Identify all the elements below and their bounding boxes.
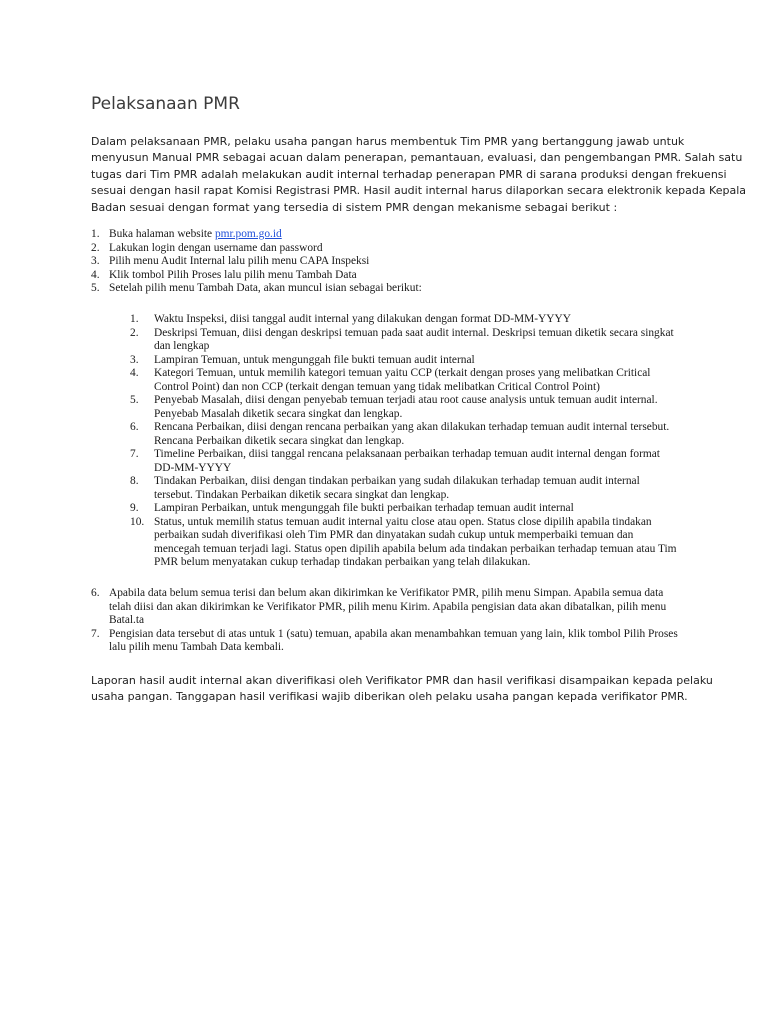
list-item xyxy=(130,516,690,570)
list-item xyxy=(91,282,691,296)
list-text: Pilih menu Audit Internal lalu pilih menu CAPA Inspeksi xyxy=(109,255,370,268)
list-text: dan lengkap xyxy=(154,340,210,352)
list-item xyxy=(130,313,690,327)
list-item xyxy=(91,628,691,655)
list-text: Lakukan login dengan username dan password xyxy=(109,241,323,254)
list-text: Rencana Perbaikan, diisi dengan rencana perbaikan yang akan dilakukan terhadap temuan audit internal tersebut. xyxy=(154,421,670,433)
list-text: Klik tombol Pilih Proses lalu pilih menu Tambah Data xyxy=(109,268,357,281)
list-number: 4. xyxy=(91,268,100,281)
list-number: 7. xyxy=(130,448,139,460)
intro-paragraph xyxy=(91,134,746,216)
list-number: 2. xyxy=(91,241,100,254)
list-text: Kategori Temuan, untuk memilih kategori temuan yaitu CCP (terkait dengan proses yang melibatkan Critical xyxy=(154,367,651,379)
list-item xyxy=(130,421,690,448)
list-number: 9. xyxy=(130,502,139,514)
list-item xyxy=(91,255,691,269)
list-text: tersebut. Tindakan Perbaikan diketik secara singkat dan lengkap. xyxy=(154,488,450,501)
list-text: telah diisi dan akan dikirimkan ke Verifikator PMR, pilih menu Kirim. Apabila pengisian data akan dibatalkan, pilih menu xyxy=(109,600,667,613)
list-number: 3. xyxy=(91,255,100,268)
list-item xyxy=(130,475,690,502)
list-text: Lampiran Temuan, untuk mengunggah file bukti temuan audit internal xyxy=(154,353,475,366)
list-item xyxy=(130,354,690,368)
list-text: Rencana Perbaikan diketik secara singkat dan lengkap. xyxy=(154,434,405,447)
intro-line: Dalam pelaksanaan PMR, pelaku usaha pangan harus membentuk Tim PMR yang bertanggung jawab untuk xyxy=(91,135,685,148)
list-text: Deskripsi Temuan, diisi dengan deskripsi temuan pada saat audit internal. Deskripsi temuan diketik secara singkat xyxy=(154,326,674,339)
list-text: Setelah pilih menu Tambah Data, akan muncul isian sebagai berikut: xyxy=(109,282,422,295)
list-number: 7. xyxy=(91,627,100,640)
list-number: 2. xyxy=(130,326,139,339)
list-number: 5. xyxy=(130,394,139,406)
page-title: Pelaksanaan PMR xyxy=(91,94,240,114)
list-text: Tindakan Perbaikan, diisi dengan tindakan perbaikan yang sudah dilakukan terhadap temuan audit internal xyxy=(154,475,640,487)
intro-line: menyusun Manual PMR sebagai acuan dalam penerapan, pemantauan, evaluasi, dan pengembangan PMR. Salah satu xyxy=(91,151,743,165)
list-number: 6. xyxy=(91,587,100,599)
list-item xyxy=(130,394,690,421)
list-item xyxy=(130,448,690,475)
list-number: 1. xyxy=(91,228,100,240)
closing-paragraph xyxy=(91,673,713,706)
list-text: Pengisian data tersebut di atas untuk 1 (satu) temuan, apabila akan menambahkan temuan yang lain, klik tombol Pilih Proses xyxy=(109,627,678,640)
more-steps-list xyxy=(91,587,691,655)
list-text: Status, untuk memilih status temuan audit internal yaitu close atau open. Status close dipilih apabila tindakan xyxy=(154,515,652,528)
list-number: 3. xyxy=(130,353,139,366)
fields-list xyxy=(130,313,690,570)
list-item xyxy=(130,327,690,354)
intro-line: Badan sesuai dengan format yang tersedia di sistem PMR dengan mekanisme sebagai berikut : xyxy=(91,200,618,214)
steps-list xyxy=(91,228,691,296)
list-text: mencegah temuan terjadi lagi. Status open dipilih apabila belum ada tindakan perbaikan terhadap temuan atau Tim xyxy=(154,542,677,555)
website-link[interactable]: pmr.pom.go.id xyxy=(214,228,282,240)
list-text: Penyebab Masalah, diisi dengan penyebab temuan terjadi atau root cause analysis untuk temuan audit internal. xyxy=(154,394,658,406)
list-number: 8. xyxy=(130,475,139,487)
list-item xyxy=(91,228,691,242)
list-text: perbaikan sudah diverifikasi oleh Tim PMR dan dinyatakan sudah cukup untuk memperbaiki temuan dan xyxy=(154,529,634,541)
list-text: Buka halaman website xyxy=(109,228,215,240)
list-item xyxy=(91,269,691,283)
list-text: Waktu Inspeksi, diisi tanggal audit internal yang dilakukan dengan format DD-MM-YYYY xyxy=(154,313,571,325)
intro-line: sesuai dengan hasil rapat Komisi Registrasi PMR. Hasil audit internal harus dilaporkan secara elektronik kepada Kepala xyxy=(91,184,746,198)
list-text: Timeline Perbaikan, diisi tanggal rencana pelaksanaan perbaikan terhadap temuan audit internal dengan format xyxy=(154,448,660,460)
list-number: 5. xyxy=(91,282,100,295)
list-item xyxy=(130,502,690,516)
list-text: DD-MM-YYYY xyxy=(154,461,232,474)
list-text: Penyebab Masalah diketik secara singkat dan lengkap. xyxy=(154,407,403,420)
list-number: 6. xyxy=(130,421,139,433)
list-text: Lampiran Perbaikan, untuk mengunggah file bukti perbaikan terhadap temuan audit internal xyxy=(154,502,574,514)
closing-line: usaha pangan. Tanggapan hasil verifikasi wajib diberikan oleh pelaku usaha pangan kepada verifikator PMR. xyxy=(91,690,688,704)
list-number: 4. xyxy=(130,367,139,379)
list-number: 10. xyxy=(130,515,145,528)
list-item xyxy=(91,242,691,256)
list-text: PMR belum menyatakan cukup terhadap tindakan perbaikan yang telah dilakukan. xyxy=(154,556,531,568)
list-number: 1. xyxy=(130,313,139,325)
list-text: Apabila data belum semua terisi dan belum akan dikirimkan ke Verifikator PMR, pilih menu Simpan. Apabila semua data xyxy=(109,587,664,599)
list-item xyxy=(130,367,690,394)
list-item xyxy=(91,587,691,628)
intro-line: tugas dari Tim PMR adalah melakukan audit internal terhadap penerapan PMR di sarana produksi dengan frekuensi xyxy=(91,167,727,181)
list-text: Batal.ta xyxy=(109,614,145,627)
list-text: Control Point) dan non CCP (terkait dengan temuan yang tidak melibatkan Critical Control Point) xyxy=(154,380,600,393)
closing-line: Laporan hasil audit internal akan diverifikasi oleh Verifikator PMR dan hasil verifikasi disampaikan kepada pelaku xyxy=(91,674,713,687)
list-text: lalu pilih menu Tambah Data kembali. xyxy=(109,641,284,654)
